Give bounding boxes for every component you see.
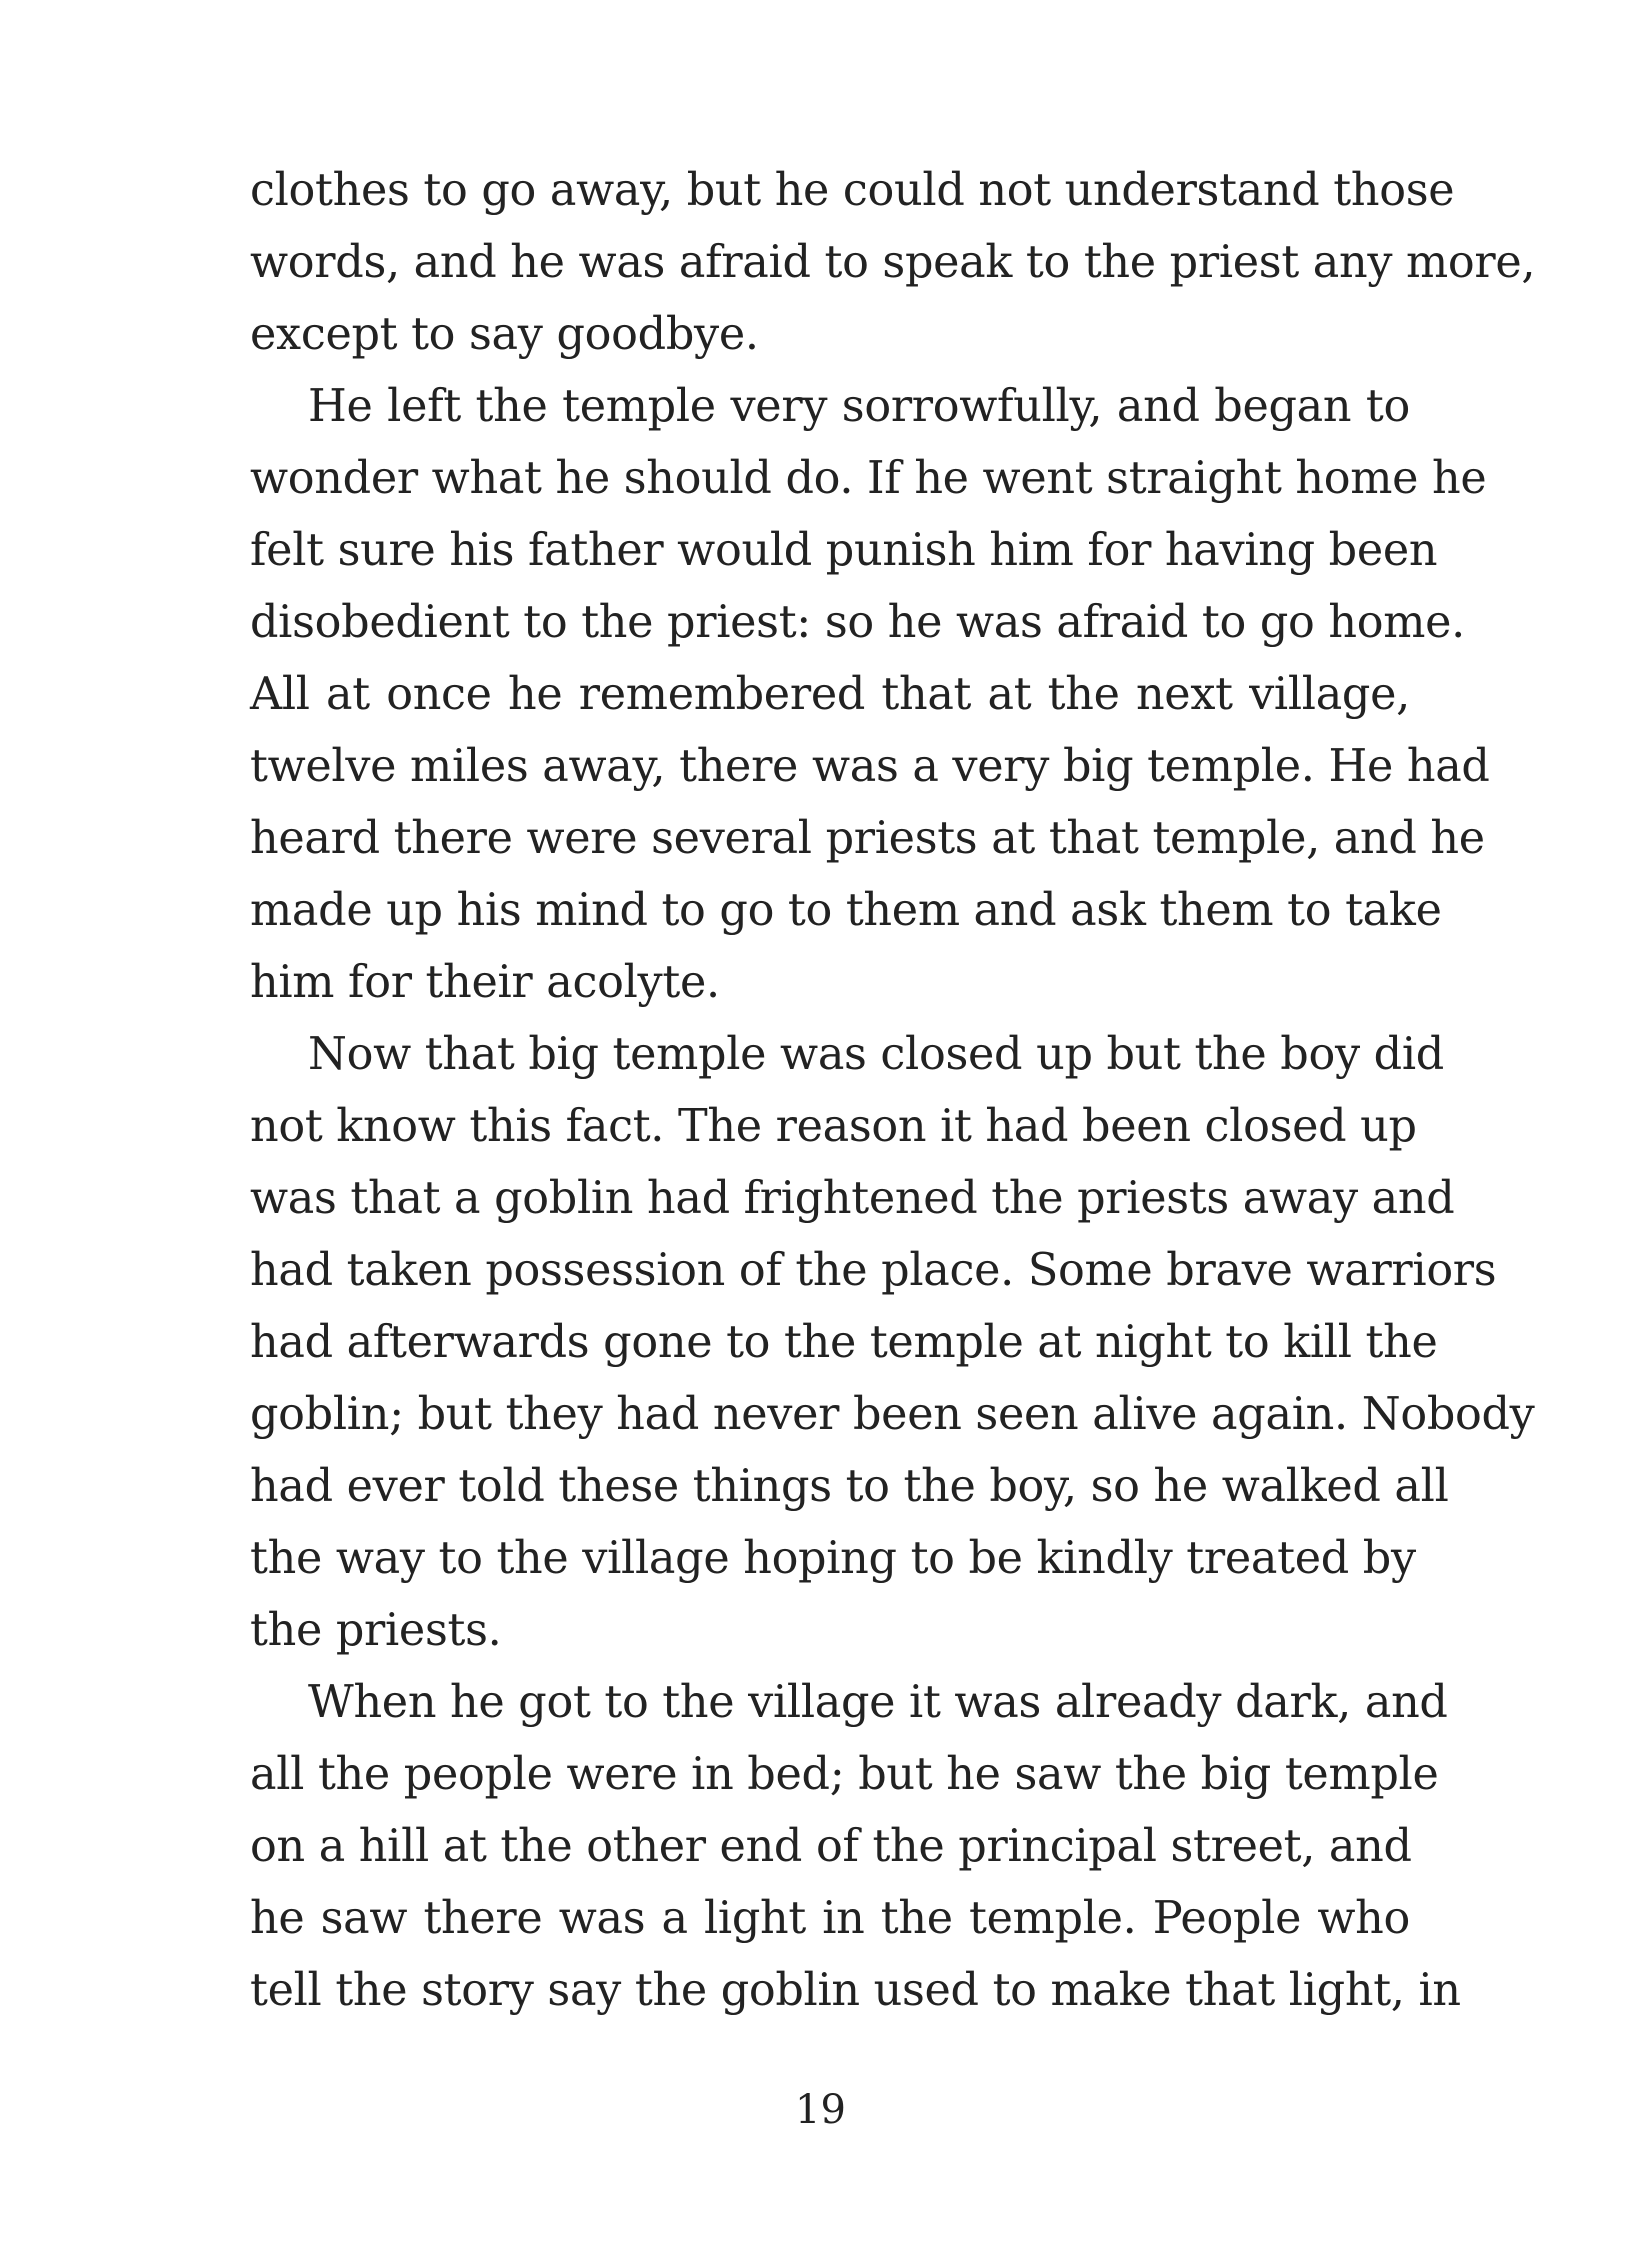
text-line: felt sure his father would punish him for having been xyxy=(250,525,1438,576)
text-line: heard there were several priests at that temple, and he xyxy=(250,813,1485,864)
text-line: disobedient to the priest: so he was afraid to go home. xyxy=(250,597,1465,648)
text-line: on a hill at the other end of the principal street, and xyxy=(250,1821,1412,1872)
text-line: wonder what he should do. If he went straight home he xyxy=(250,453,1487,504)
text-line: the way to the village hoping to be kindly treated by xyxy=(250,1533,1416,1584)
text-line: he saw there was a light in the temple. People who xyxy=(250,1893,1410,1944)
text-line: He left the temple very sorrowfully, and began to xyxy=(308,381,1410,432)
text-line: All at once he remembered that at the next village, xyxy=(250,669,1410,720)
text-line: words, and he was afraid to speak to the priest any more, xyxy=(250,237,1536,288)
text-line: Now that big temple was closed up but the boy did xyxy=(308,1029,1444,1080)
text-line: When he got to the village it was already dark, and xyxy=(308,1677,1448,1728)
text-line: was that a goblin had frightened the priests away and xyxy=(250,1173,1455,1224)
text-line: had taken possession of the place. Some brave warriors xyxy=(250,1245,1497,1296)
text-line: clothes to go away, but he could not understand those xyxy=(250,165,1455,216)
text-line: had ever told these things to the boy, so he walked all xyxy=(250,1461,1449,1512)
text-line: made up his mind to go to them and ask them to take xyxy=(250,885,1442,936)
text-line: tell the story say the goblin used to make that light, in xyxy=(250,1965,1461,2016)
text-line: not know this fact. The reason it had been closed up xyxy=(250,1101,1417,1152)
text-line: goblin; but they had never been seen alive again. Nobody xyxy=(250,1389,1535,1440)
text-line: all the people were in bed; but he saw the big temple xyxy=(250,1749,1439,1800)
text-line: twelve miles away, there was a very big temple. He had xyxy=(250,741,1490,792)
body-text xyxy=(250,155,1536,2027)
page-number: 19 xyxy=(795,2087,846,2133)
text-line: him for their acolyte. xyxy=(250,957,720,1008)
text-line: had afterwards gone to the temple at night to kill the xyxy=(250,1317,1438,1368)
text-line: except to say goodbye. xyxy=(250,309,759,360)
text-line: the priests. xyxy=(250,1605,502,1656)
